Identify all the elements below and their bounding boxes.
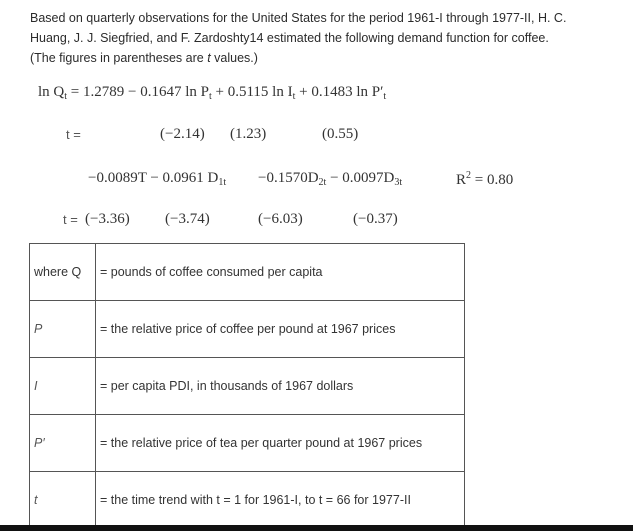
table-row [30,472,465,529]
eq2-part2: −0.1570D [258,170,319,186]
t-value-2-3: (−6.03) [258,211,303,227]
definitions-table [29,243,465,529]
intro-line-2: Huang, J. J. Siegfried, and F. Zardoshty14 estimated the following demand function for coffee. [30,31,549,45]
def-symbol: I [30,358,96,415]
def-symbol: P′ [30,415,96,472]
intro-line-3-pre: (The figures in parentheses are [30,51,208,65]
eq2-d3-sub: 3t [394,177,403,188]
t-value-1-2: (1.23) [230,126,267,142]
table-row [30,301,465,358]
def-description: = pounds of coffee consumed per capita [96,244,465,301]
demand-equation-cont [88,170,226,188]
eq-lhs-sub: t [64,91,68,102]
def-description: = per capita PDI, in thousands of 1967 dollars [96,358,465,415]
video-progress-bar[interactable] [0,525,633,531]
table-row [30,244,465,301]
table-row [30,415,465,472]
eq-i-sub: t [292,91,296,102]
intro-paragraph [30,8,630,68]
eq-lhs: ln Q [38,84,65,100]
def-description: = the relative price of tea per quarter pound at 1967 prices [96,415,465,472]
t-value-1-1: (−2.14) [160,126,205,142]
eq-rhs: = 1.2789 − 0.1647 ln P [70,84,209,100]
r2-sup: 2 [466,170,472,181]
def-symbol: t [30,472,96,529]
r2-label: R [456,172,467,188]
t-value-1-3: (0.55) [322,126,359,142]
def-description: = the time trend with t = 1 for 1961-I, to t = 66 for 1977-II [96,472,465,529]
eq2-part3: − 0.0097D [326,170,395,186]
r-squared [456,170,513,189]
def-symbol: where Q [30,244,96,301]
eq2-part1: −0.0089T − 0.0961 D [88,170,219,186]
intro-line-3-post: values.) [210,51,258,65]
t-label-1: t = [66,127,81,142]
demand-equation [38,84,386,102]
eq-end: + 0.1483 ln P′ [295,84,384,100]
eq2-d1-sub: 1t [218,177,227,188]
def-description: = the relative price of coffee per pound at 1967 prices [96,301,465,358]
eq-mid: + 0.5115 ln I [211,84,293,100]
eq-p-sub: t [208,91,212,102]
eq2-d2-sub: 2t [318,177,327,188]
t-value-2-1: (−3.36) [85,211,130,227]
t-label-2: t = [63,212,78,227]
t-value-2-4: (−0.37) [353,211,398,227]
r2-value: = 0.80 [471,172,514,188]
intro-line-1: Based on quarterly observations for the United States for the period 1961-I through 1977-II, H. C. [30,11,567,25]
table-row [30,358,465,415]
demand-equation-cont-2 [258,170,402,188]
intro-line-3 [30,48,630,68]
intro-t-italic: t [207,51,211,65]
t-value-2-2: (−3.74) [165,211,210,227]
eq-pp-sub: t [383,91,387,102]
def-symbol: P [30,301,96,358]
